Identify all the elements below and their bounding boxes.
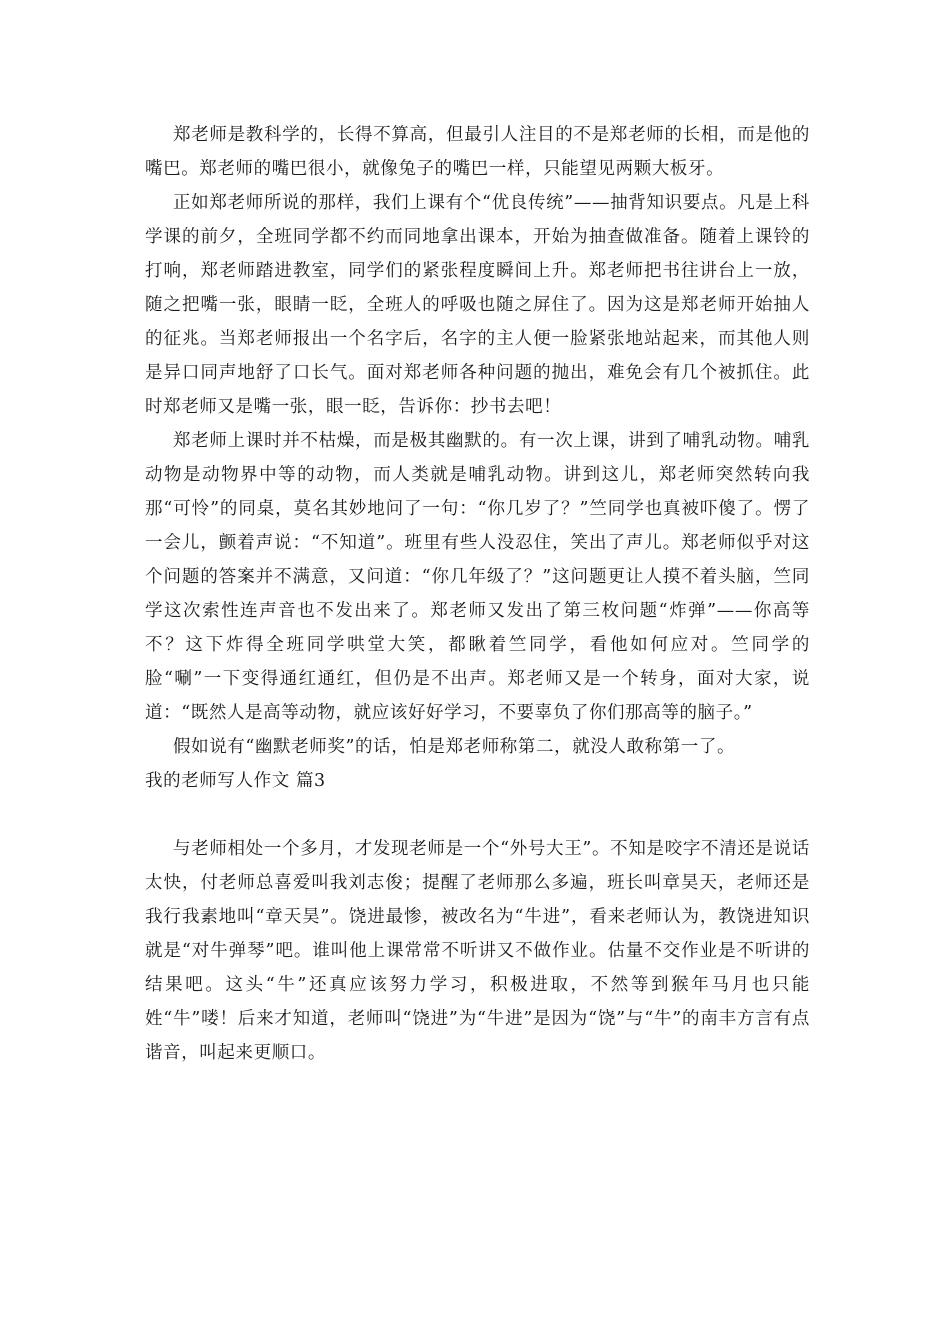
paragraph: 郑老师是教科学的，长得不算高，但最引人注目的不是郑老师的长相，而是他的嘴巴。郑老师的嘴巴很小，就像兔子的嘴巴一样，只能望见两颗大板牙。 [145, 125, 810, 179]
section-heading: 我的老师写人作文 篇3 [145, 771, 326, 791]
blank-line [145, 798, 810, 832]
paragraph: 假如说有“幽默老师奖”的话，怕是郑老师称第二，就没人敢称第一了。 [173, 737, 736, 757]
paragraph: 正如郑老师所说的那样，我们上课有个“优良传统”——抽背知识要点。凡是上科学课的前夕，全班同学都不约而同地拿出课本，开始为抽查做准备。随着上课铃的打响，郑老师踏进教室，同学们的紧张程度瞬间上升。郑老师把书往讲台上一放，随之把嘴一张，眼睛一眨，全班人的呼吸也随之屏住了。因为这是郑老师开始抽人的征兆。当郑老师报出一个名字后，名字的主人便一脸紧张地站起来，而其他人则是异口同声地舒了口长气。面对郑老师各种问题的抛出，难免会有几个被抓住。此时郑老师又是嘴一张，眼一眨，告诉你：抄书去吧！ [145, 193, 810, 417]
document-page [145, 118, 810, 1070]
paragraph: 与老师相处一个多月，才发现老师是一个“外号大王”。不知是咬字不清还是说话太快，付老师总喜爱叫我刘志俊；提醒了老师那么多遍，班长叫章昊天，老师还是我行我素地叫“章天昊”。饶进最惨，被改名为“牛进”，看来老师认为，教饶进知识就是“对牛弹琴”吧。谁叫他上课常常不听讲又不做作业。估量不交作业是不听讲的结果吧。这头“牛”还真应该努力学习，积极进取，不然等到猴年马月也只能姓“牛”喽！后来才知道，老师叫“饶进”为“牛进”是因为“饶”与“牛”的南丰方言有点谐音，叫起来更顺口。 [145, 839, 810, 1063]
paragraph: 郑老师上课时并不枯燥，而是极其幽默的。有一次上课，讲到了哺乳动物。哺乳动物是动物界中等的动物，而人类就是哺乳动物。讲到这儿，郑老师突然转向我那“可怜”的同桌，莫名其妙地问了一句：“你几岁了？”竺同学也真被吓傻了。愣了一会儿，颤着声说：“不知道”。班里有些人没忍住，笑出了声儿。郑老师似乎对这个问题的答案并不满意，又问道：“你几年级了？”这问题更让人摸不着头脑，竺同学这次索性连声音也不发出来了。郑老师又发出了第三枚问题“炸弹”——你高等不？这下炸得全班同学哄堂大笑，都瞅着竺同学，看他如何应对。竺同学的脸“唰”一下变得通红通红，但仍是不出声。郑老师又是一个转身，面对大家，说道：“既然人是高等动物，就应该好好学习，不要辜负了你们那高等的脑子。” [145, 431, 810, 723]
